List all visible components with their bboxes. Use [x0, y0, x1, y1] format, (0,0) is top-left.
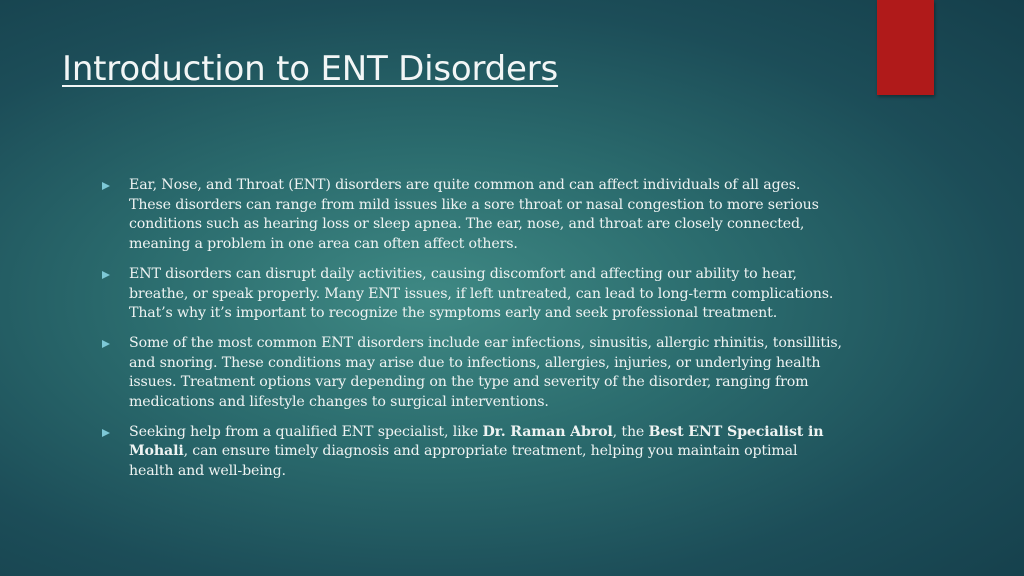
bullet-text: Ear, Nose, and Throat (ENT) disorders are quite common and can affect individuals of all ages. These disorders can range from mild issues like a sore throat or nasal congestion to more serious conditions such as hearing loss or sleep apnea. The ear, nose, and throat are closely connected, meaning a problem in one area can often affect others.	[129, 177, 819, 253]
bullet-text: ENT disorders can disrupt daily activities, causing discomfort and affecting our ability to hear, breathe, or speak properly. Many ENT issues, if left untreated, can lead to long-term complications. That’s why it’s important to recognize the symptoms early and seek professional treatment.	[129, 265, 834, 322]
bullet-item	[102, 265, 842, 324]
bullet-item	[102, 176, 842, 255]
bullet-item	[102, 334, 842, 413]
bullet-text-part: , the	[612, 423, 649, 440]
triangle-right-icon	[102, 429, 110, 437]
bullet-list	[102, 176, 842, 492]
bullet-item	[102, 423, 842, 482]
bullet-text-part: , can ensure timely diagnosis and appropriate treatment, helping you maintain optimal health and well-being.	[129, 443, 798, 480]
triangle-right-icon	[102, 182, 110, 190]
slide-title: Introduction to ENT Disorders	[62, 49, 559, 89]
bullet-text-part: Seeking help from a qualified ENT specialist, like	[129, 423, 483, 440]
bullet-text: Some of the most common ENT disorders include ear infections, sinusitis, allergic rhinitis, tonsillitis, and snoring. These conditions may arise due to infections, allergies, injuries, or underlying health issues. Treatment options vary depending on the type and severity of the disorder, ranging from medications and lifestyle changes to surgical interventions.	[129, 334, 842, 411]
accent-bar	[877, 0, 934, 95]
triangle-right-icon	[102, 271, 110, 279]
triangle-right-icon	[102, 340, 110, 348]
specialist-title: Best ENT Specialist in Mohali	[129, 423, 824, 460]
doctor-name: Dr. Raman Abrol	[482, 423, 613, 440]
